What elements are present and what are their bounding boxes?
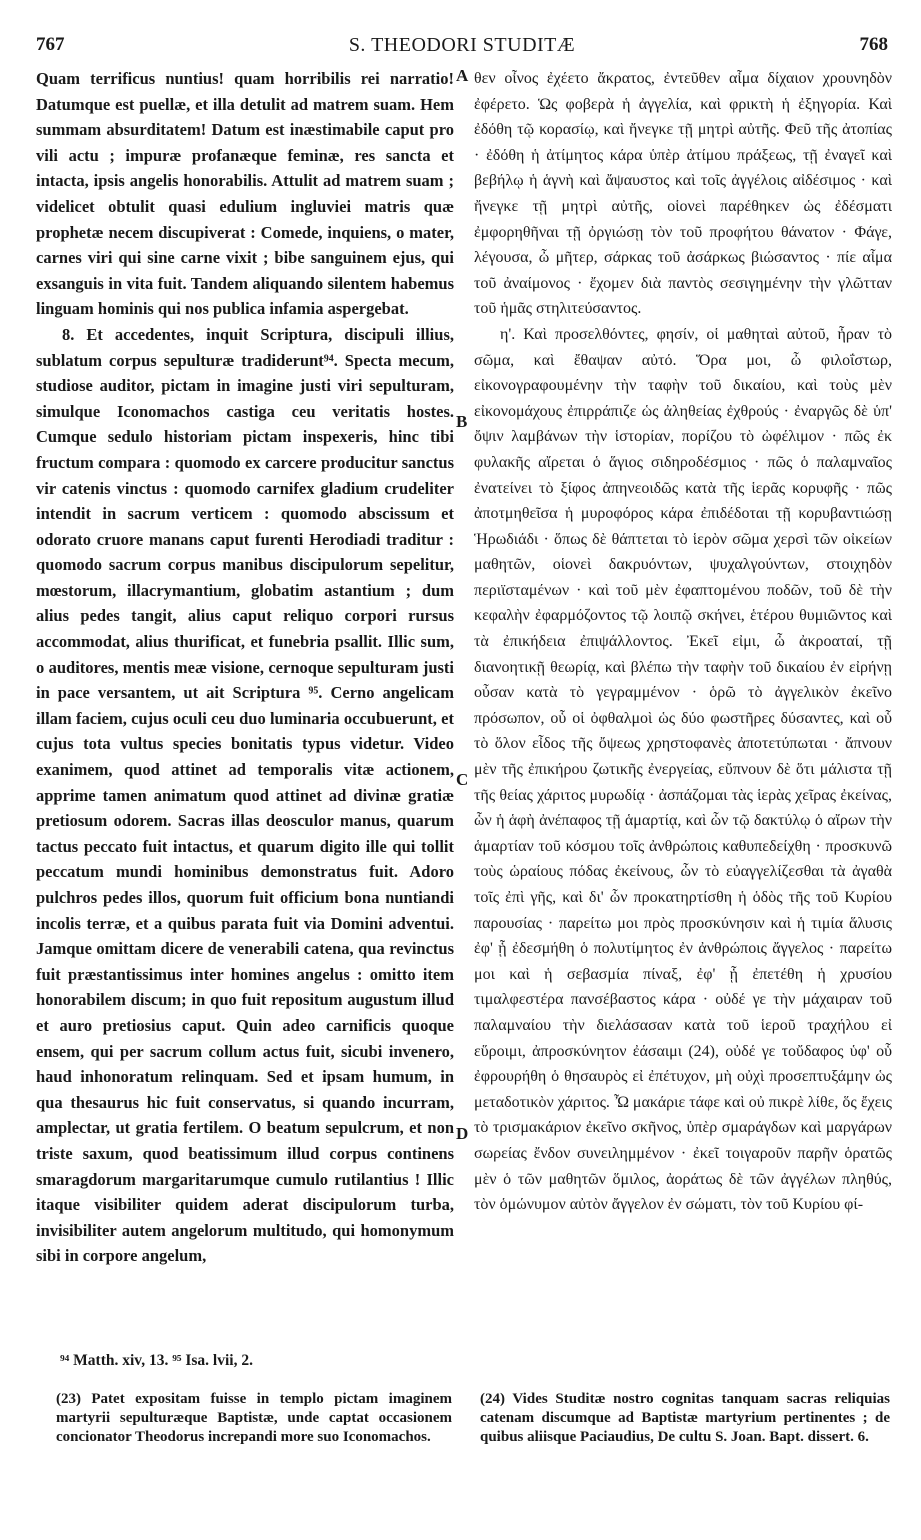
latin-paragraph-2: 8. Et accedentes, inquit Scriptura, discipuli illius, sublatum corpus sepulturæ tradiderunt⁹⁴. Specta mecum, studiose auditor, pictam in imagine justi viri sepulturam, simulque Iconomachos castiga ceu veritatis hostes. Cumque sedulo historiam pictam inspexeris, hinc tibi fructum compara : quomodo ex carcere producitur sanctus vir catenis vinctus : quomodo carnifex gladium crudeliter intendit in sacrum verticem : quomodo abscissum et odorato cruore manans caput furenti Herodiadi traditur : quomodo sacrum corpus manibus discipulorum sepelitur, mœstorum, illacrymantium, globatim astantium ; dum alius pedes tangit, alius caput reliquo corpori rursus accommodat, alius thurificat, et funebria psallit. Illic sum, o auditores, mentis meæ visione, cernoque sepulturam justi in pace versantem, ut ait Scriptura ⁹⁵. Cerno angelicam illam faciem, cujus oculi ceu duo luminaria occubuerunt, et cujus tota vultus species bonitatis typus videtur. Video exanimem, quod attinet ad temporalis vitæ actionem, apprime tamen animatum quod attinet ad divinæ gratiæ pretiosum odorem. Sacras illas deosculor manus, quarum tactus peccato fuit intactus, et quarum digito ille qui tollit peccatum mundi hominibus demonstratus fuit. Adoro pulchros pedes illos, quorum fuit officium bona nuntiandi incolis terræ, et a quibus parata fuit via Domini adventui. Jamque omittam dicere de venerabili catena, qua revinctus fuit præstantissimus inter homines angelus : omitto item honorabilem discum; in quo fuit repositum augustum illud et auro pretiosius caput. Quin adeo carnificis quoque ensem, qui per sacrum collum actus fuit, sicubi invenero, haud inhonoratum relinquam. Sed et ipsam humum, in qua thesaurus hic fuit conservatus, si quando incurram, amplectar, ut gratia fertilem. O beatum sepulcrum, et non triste saxum, quod beatissimum illud corpus continens smaragdorum margaritarumque cumulo rutilantius ! Illic itaque visibiliter quidem aderat discipulorum turba, invisibiliter autem angelorum multitudo, qui homonymum sibi in corpore angelum, xyxy=(36,324,454,1266)
page-number-left: 767 xyxy=(36,34,65,55)
greek-paragraph-2: η'. Καὶ προσελθόντες, φησίν, οἱ μαθηταὶ αὐτοῦ, ἦραν τὸ σῶμα, καὶ ἔθαψαν αὐτό. Ὅρα μοι, ὦ φιλοΐστωρ, εἰκονογραφουμένην τὴν ταφὴν τοῦ δικαίου, καὶ τοὺς μὲν εἰκονομάχους ἐπιρράπιζε ὡς ἀληθείας ἐχθρούς · ἐναργῶς δὲ ὑπ' ὄψιν λαμβάνων τὴν ἱστορίαν, πορίζου τὸ ὠφέλιμον · πῶς ἐκ φυλακῆς αἴρεται ὁ ἅγιος σιδηροδέσμιος · πῶς ὁ παλαμναῖος ἐνατείνει τὸ ξίφος ἀπηνεοιδῶς κατὰ τῆς ἱερᾶς κορυφῆς · πῶς ἀποτμηθεῖσα ἡ μυροφόρος κάρα ἐπιδέδοται τῇ κορυβαντιώσῃ Ἡρωδιάδι · ὅπως δὲ θάπτεται τὸ ἱερὸν σῶμα χερσὶ τῶν οἰκείων μαθητῶν, οἱονεὶ δακρυόντων, ψυχαλγούντων, στοιχηδὸν περιϊσταμένων · καὶ τοῦ μὲν ἐφαπτομένου ποδῶν, τοῦ δὲ τὴν κεφαλὴν ἐφαρμόζοντος τῷ λοιπῷ σκήνει, ἑτέρου θυμιῶντος καὶ τὰ ἐπικήδεια ἐπιψάλλοντος. Ἐκεῖ εἰμι, ὦ ἀκροαταί, τῇ διανοητικῇ θεωρίᾳ, καὶ βλέπω τὴν ταφὴν τοῦ δικαίου ἐν εἰρήνῃ οὖσαν κατὰ τὸ γεγραμμένον · ὁρῶ τὸ ἀγγελικὸν ἐκεῖνο πρόσωπον, οὗ οἱ ὀφθαλμοὶ ὡς δύο φωστῆρες δύσαντες, καὶ οὗ τὸ ὅλον εἶδος τῆς ὄψεως χρηστοφανὲς ἀποτετύπωται · ἄπνουν μὲν τῆς ἐπικήρου ζωτικῆς ἐνεργείας, εὔπνουν δὲ ὅτι μάλιστα τῇ τῆς θείας χάριτος μυρωδίᾳ · ἀσπάζομαι τὰς ἱερὰς χεῖρας ἐκείνας, ὧν ἡ ἁφὴ ἀνέπαφος τῇ ἁμαρτίᾳ, καὶ ὧν τῷ δακτύλῳ ὁ αἴρων τὴν ἁμαρτίαν τοῦ κόσμου τοῖς ἀνθρώποις καθυπεδείχθη · προσκυνῶ τοὺς ὡραίους πόδας ἐκείνους, ὧν τὸ εὐαγγελίζεσθαι τὰ ἀγαθὰ τοῖς ἐπὶ γῆς, καὶ δι' ὧν προκατηρτίσθη ἡ ὁδὸς τῆς τοῦ Κυρίου παρουσίας · παρείτω μοι πρὸς προσκύνησιν καὶ ἡ τιμία ἅλυσις ἐφ' ᾗ ἐδεσμήθη ὁ πολυτίμητος ἐν ἀνθρώποις ἄγγελος · παρείτω μοι καὶ ἡ σεβασμία πίναξ, ἐφ' ᾗ ἐπετέθη ἡ χρυσίου τιμαλφεστέρα πανσέβαστος κάρα · οὐδέ γε τὴν μάχαιραν τοῦ παλαμναίου τὴν διελάσασαν κατὰ τοῦ ἱεροῦ τραχήλου εἰ εὕροιμι, ἀπροσκύνητον ἐάσαιμι (24), οὐδέ γε τοὔδαφος ὑφ' οὗ ἐφρουρήθη ὁ θησαυρὸς εἰ ἐπέτυχον, μὴ οὐχὶ προσεπτυξάμην ὡς μεταδοτικὸν χάριτος. Ὦ μακάριε τάφε καὶ οὐ πικρὲ λίθε, ὅς ἔχεις τὸ τρισμακάριον ἐκεῖνο σκῆνος, ὑπὲρ σμαράγδων καὶ μαργάρων σωρείας ἔνδον συνειλημμένον · ἐκεῖ τοιγαροῦν παρῆν ὁρατῶς μὲν ὁ τῶν μαθητῶν ὅμιλος, ἀοράτως δὲ τῶν ἀγγέλων πληθύς, τὸν ὁμώνυμον αὐτὸν ἄγγελον ἐν σώματι, τὸν τοῦ Κυρίου φί- xyxy=(474,325,892,1214)
footnote-23: (23) Patet expositam fuisse in templo pictam imaginem martyrii sepulturæque Baptistæ, unde captat occasionem concionator Theodorus increpandi more suo Iconomachos. xyxy=(56,1391,452,1445)
margin-marker-b: B xyxy=(456,412,468,431)
margin-marker-a: A xyxy=(456,66,469,85)
greek-paragraph-1: θεν οἶνος ἐχέετο ἄκρατος, ἐντεῦθεν αἷμα δίχαιον χρουνηδὸν ἐφέρετο. Ὡς φοβερὰ ἡ ἀγγελία, καὶ φρικτὴ ἡ ἐξηγορία. Καὶ ἐδόθη τῷ κορασίῳ, καὶ ἤνεγκε τῇ μητρὶ αὐτῆς. Φεῦ τῆς ἀτοπίας · ἐδόθη ἡ ἀτίμητος κάρα ὑπὲρ ἀτίμου πράξεως, τῇ ἐναγεῖ καὶ βεβήλῳ ἡ ἁγνὴ καὶ ἄψαυστος καὶ τοῖς ἀγγέλοις αἰδέσιμος · καὶ ἤνεγκε τῇ μητρὶ αὐτῆς, οἱονεὶ παρέθηκεν ὡς ἐδέσματι ἐμφορηθῆναι τῇ ὀργιώσῃ τὸν τοῦ προφήτου θάνατον · Φάγε, λέγουσα, ὦ μῆτερ, σάρκας τοῦ ἀσάρκως βιώσαντος · πίε αἷμα τοῦ ἀναίμονος · ἔχομεν διὰ παντὸς σεσιγημένην τὴν γλῶτταν τοῦ ἡμᾶς στηλιτεύσαντος. xyxy=(474,70,892,318)
greek-column xyxy=(474,66,892,1218)
latin-column xyxy=(36,66,454,1269)
page-header xyxy=(36,34,888,64)
margin-markers xyxy=(454,66,474,1466)
scripture-references: ⁹⁴ Matth. xiv, 13. ⁹⁵ Isa. lvii, 2. xyxy=(60,1352,253,1369)
margin-marker-c: C xyxy=(456,770,469,789)
latin-paragraph-1: Quam terrificus nuntius! quam horribilis rei narratio! Datumque est puellæ, et illa detulit ad matrem suam. Hem summam absurditatem! Datum est inæstimabile caput pro vili actu ; impuræ profanæque feminæ, res sancta et intacta, ipsis angelis honorabilis. Attulit ad matrem suam ; videlicet obtulit quasi edulium ingluviei matris quæ prophetæ necem discupiverat : Comede, inquiens, o mater, carnes viri qui sine carne vixit ; bibe sanguinem ejus, qui exsanguis in vita fuit. Tandem aliquando silentem habemus linguam hominis qui nos publica infamia aspergebat. xyxy=(36,69,454,319)
margin-marker-d: D xyxy=(456,1124,469,1143)
page-number-right: 768 xyxy=(859,34,888,55)
footnote-24: (24) Vides Studitæ nostro cognitas tanquam sacras reliquias catenam discumque ad Baptistæ martyrium pertinentes ; de quibus aliisque Paciaudius, De cultu S. Joan. Bapt. dissert. 6. xyxy=(480,1391,890,1445)
running-title: S. THEODORI STUDITÆ xyxy=(348,34,576,56)
